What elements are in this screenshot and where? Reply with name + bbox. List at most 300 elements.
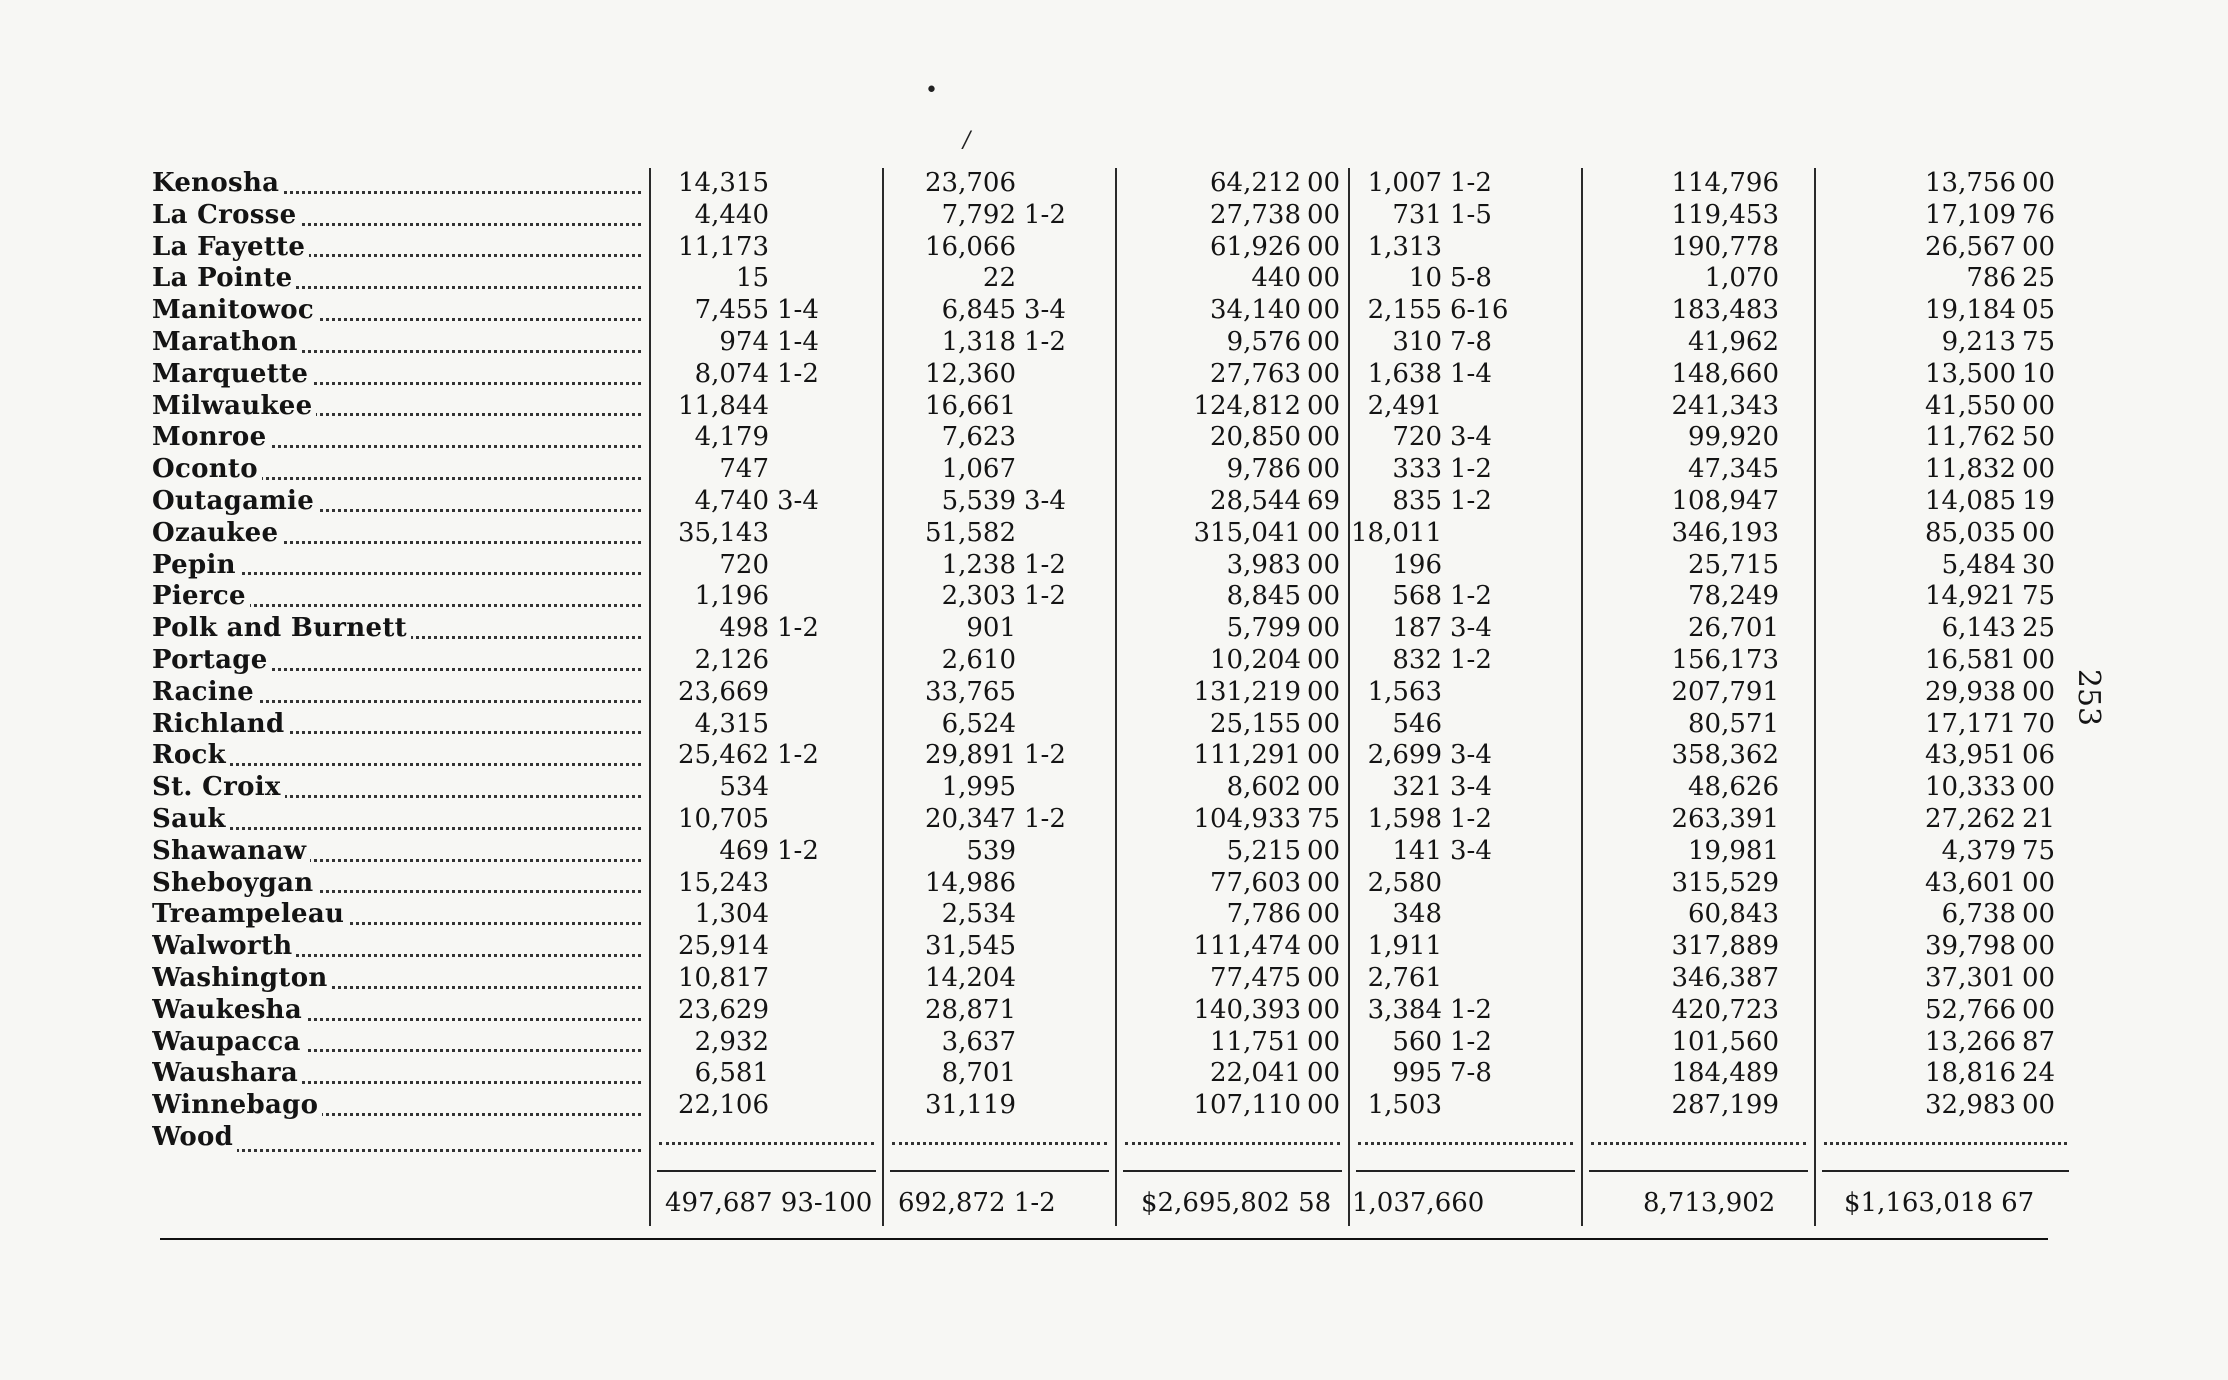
whole-part: 26,701	[1688, 613, 1779, 644]
whole-part: 3,384	[1367, 994, 1442, 1025]
whole-part: 77,603	[1210, 867, 1301, 898]
fraction-part: 50	[2022, 422, 2056, 453]
c5-value	[1583, 486, 1814, 518]
whole-part: 7,455	[694, 295, 769, 326]
c1-cell	[650, 931, 883, 963]
whole-part: 4,179	[694, 422, 769, 453]
c5-cell	[1582, 550, 1815, 582]
c3-cell	[1116, 995, 1349, 1027]
fraction-part: 00	[2022, 231, 2056, 262]
whole-part: 39,798	[1925, 931, 2016, 962]
c6-rule-cell	[1815, 1158, 2075, 1180]
table-row	[152, 518, 2075, 550]
whole-part: 29,938	[1925, 676, 2016, 707]
c4-value	[1350, 677, 1581, 709]
c1-cell	[650, 1058, 883, 1090]
fraction-part: 00	[1307, 326, 1341, 357]
fraction-part: 1-2	[777, 613, 819, 644]
whole-part: 85,035	[1925, 517, 2016, 548]
c3-cell	[1116, 677, 1349, 709]
c4-value	[1350, 454, 1581, 486]
whole-part: 4,315	[694, 708, 769, 739]
whole-part: 6,738	[1941, 899, 2016, 930]
c5-value	[1583, 232, 1814, 264]
whole-part: 317,889	[1671, 931, 1779, 962]
county-name-cell	[152, 709, 650, 741]
c6-value	[1816, 422, 2075, 454]
table-row	[152, 327, 2075, 359]
c1-cell	[650, 709, 883, 741]
whole-part: 80,571	[1688, 708, 1779, 739]
c4-cell	[1349, 995, 1582, 1027]
c6-cell	[1815, 391, 2075, 423]
fraction-part: 76	[2022, 199, 2056, 230]
c1-value	[651, 200, 882, 232]
whole-part: 7,792	[941, 199, 1016, 230]
whole-part: 12,360	[925, 358, 1016, 389]
whole-part: 23,669	[678, 676, 769, 707]
county-name: Sheboygan	[152, 868, 317, 898]
whole-part: 25,155	[1210, 708, 1301, 739]
fraction-part: 00	[1307, 295, 1341, 326]
c3-cell	[1116, 836, 1349, 868]
c5-value	[1583, 359, 1814, 391]
fraction-part: 75	[2022, 581, 2056, 612]
whole-part: 10,705	[678, 803, 769, 834]
whole-part: 41,962	[1688, 326, 1779, 357]
c5-cell	[1582, 581, 1815, 613]
table-row	[152, 454, 2075, 486]
whole-part: 28,544	[1210, 485, 1301, 516]
county-name-cell	[152, 454, 650, 486]
whole-part: 10,333	[1925, 772, 2016, 803]
county-name: Waushara	[152, 1058, 302, 1088]
c1-value	[651, 391, 882, 423]
county-name: Racine	[152, 677, 258, 707]
whole-part: 140,393	[1193, 994, 1301, 1025]
whole-part: 22,041	[1210, 1058, 1301, 1089]
whole-part: 27,738	[1210, 199, 1301, 230]
c6-value	[1816, 1027, 2075, 1059]
c5-value	[1583, 391, 1814, 423]
whole-part: 52,766	[1925, 994, 2016, 1025]
table-row	[152, 486, 2075, 518]
c6-cell	[1815, 550, 2075, 582]
c3-cell	[1116, 1090, 1349, 1122]
c2-cell	[883, 804, 1116, 836]
whole-part: 17,171	[1925, 708, 2016, 739]
c5-cell	[1582, 263, 1815, 295]
table-row	[152, 677, 2075, 709]
c6-value	[1816, 327, 2075, 359]
c6-value	[1816, 804, 2075, 836]
c3-total-cell	[1116, 1180, 1349, 1226]
whole-part: 568	[1392, 581, 1442, 612]
c5-cell	[1582, 359, 1815, 391]
c5-dotted-cell	[1582, 1122, 1815, 1158]
c5-cell	[1582, 804, 1815, 836]
c5-value	[1583, 868, 1814, 900]
whole-part: 5,799	[1226, 613, 1301, 644]
c4-value	[1350, 1090, 1581, 1122]
county-name: Polk and Burnett	[152, 613, 411, 643]
c1-value	[651, 613, 882, 645]
whole-part: 184,489	[1671, 1058, 1779, 1089]
c4-cell	[1349, 1058, 1582, 1090]
c3-value	[1117, 200, 1348, 232]
c4-value	[1350, 1027, 1581, 1059]
c2-cell	[883, 327, 1116, 359]
c4-value	[1350, 868, 1581, 900]
table-row	[152, 200, 2075, 232]
table-row	[152, 422, 2075, 454]
c1-value	[651, 168, 882, 200]
county-name: Wood	[152, 1122, 237, 1152]
c6-cell	[1815, 677, 2075, 709]
fraction-part: 21	[2022, 803, 2056, 834]
total-value: $1,163,018 67	[1844, 1187, 2035, 1218]
c1-value	[651, 1027, 882, 1059]
fraction-part: 00	[1307, 867, 1341, 898]
whole-part: 131,219	[1193, 676, 1301, 707]
whole-part: 11,751	[1210, 1026, 1301, 1057]
fraction-part: 00	[2022, 1090, 2056, 1121]
c3-cell	[1116, 263, 1349, 295]
c6-cell	[1815, 1058, 2075, 1090]
c4-cell	[1349, 422, 1582, 454]
whole-part: 148,660	[1671, 358, 1779, 389]
c5-total-cell	[1582, 1180, 1815, 1226]
c3-cell	[1116, 1027, 1349, 1059]
sum-rule	[1123, 1170, 1342, 1172]
c4-value	[1350, 581, 1581, 613]
whole-part: 287,199	[1671, 1090, 1779, 1121]
fraction-part: 1-2	[1024, 803, 1066, 834]
c4-cell	[1349, 772, 1582, 804]
spacer-cell	[152, 1158, 650, 1180]
county-name: Shawanaw	[152, 836, 310, 866]
c6-cell	[1815, 740, 2075, 772]
fraction-part: 00	[2022, 168, 2056, 198]
c1-value	[651, 359, 882, 391]
c4-value	[1350, 263, 1581, 295]
whole-part: 107,110	[1193, 1090, 1301, 1121]
fraction-part: 00	[2022, 454, 2056, 485]
c1-cell	[650, 804, 883, 836]
whole-part: 13,756	[1925, 168, 2016, 198]
c3-value	[1117, 422, 1348, 454]
whole-part: 18,816	[1925, 1058, 2016, 1089]
county-name: Milwaukee	[152, 391, 316, 421]
c4-cell	[1349, 200, 1582, 232]
fraction-part: 1-4	[777, 326, 819, 357]
whole-part: 48,626	[1688, 772, 1779, 803]
c2-dotted-cell	[883, 1122, 1116, 1158]
fraction-part: 1-2	[1450, 581, 1492, 612]
whole-part: 18,011	[1351, 517, 1442, 548]
c3-value	[1117, 677, 1348, 709]
whole-part: 183,483	[1671, 295, 1779, 326]
c4-cell	[1349, 677, 1582, 709]
county-name-cell	[152, 581, 650, 613]
c6-cell	[1815, 1027, 2075, 1059]
whole-part: 9,786	[1226, 454, 1301, 485]
whole-part: 731	[1392, 199, 1442, 230]
whole-part: 25,462	[678, 740, 769, 771]
c6-value	[1816, 232, 2075, 264]
c6-value	[1816, 168, 2075, 200]
fraction-part: 00	[2022, 644, 2056, 675]
c6-value	[1816, 772, 2075, 804]
c1-value	[651, 454, 882, 486]
spacer-cell	[152, 1180, 650, 1226]
c6-total-cell	[1815, 1180, 2075, 1226]
c3-cell	[1116, 232, 1349, 264]
c1-value	[651, 931, 882, 963]
c3-rule-cell	[1116, 1158, 1349, 1180]
whole-part: 346,387	[1671, 962, 1779, 993]
whole-part: 5,215	[1226, 835, 1301, 866]
c6-cell	[1815, 327, 2075, 359]
c1-cell	[650, 740, 883, 772]
whole-part: 901	[966, 613, 1016, 644]
c5-cell	[1582, 963, 1815, 995]
county-name: La Crosse	[152, 200, 300, 230]
c6-cell	[1815, 709, 2075, 741]
whole-part: 1,911	[1367, 931, 1442, 962]
total-value: 692,872 1-2	[898, 1187, 1056, 1218]
table-row	[152, 1090, 2075, 1122]
c5-cell	[1582, 486, 1815, 518]
c6-value	[1816, 740, 2075, 772]
whole-part: 22	[982, 263, 1016, 294]
c6-value	[1816, 550, 2075, 582]
county-name: Pierce	[152, 581, 250, 611]
county-name-cell	[152, 1058, 650, 1090]
fraction-part: 00	[2022, 517, 2056, 548]
c2-cell	[883, 1027, 1116, 1059]
c2-value	[884, 295, 1115, 327]
whole-part: 315,041	[1193, 517, 1301, 548]
c5-value	[1583, 1058, 1814, 1090]
c2-total-cell	[883, 1180, 1116, 1226]
county-name: Marathon	[152, 327, 302, 357]
c3-value	[1117, 963, 1348, 995]
c6-value	[1816, 995, 2075, 1027]
c5-value	[1583, 168, 1814, 200]
whole-part: 2,491	[1367, 390, 1442, 421]
c6-cell	[1815, 836, 2075, 868]
c5-cell	[1582, 391, 1815, 423]
whole-part: 10,817	[678, 962, 769, 993]
c6-cell	[1815, 232, 2075, 264]
whole-part: 11,173	[678, 231, 769, 262]
c5-value	[1583, 931, 1814, 963]
whole-part: 35,143	[678, 517, 769, 548]
c5-cell	[1582, 232, 1815, 264]
table-row	[152, 232, 2075, 264]
c4-cell	[1349, 740, 1582, 772]
fraction-part: 1-2	[1450, 168, 1492, 198]
c5-cell	[1582, 518, 1815, 550]
whole-part: 2,610	[941, 644, 1016, 675]
c3-value	[1117, 359, 1348, 391]
c6-value	[1816, 677, 2075, 709]
c2-cell	[883, 677, 1116, 709]
c2-cell	[883, 645, 1116, 677]
fraction-part: 3-4	[1024, 485, 1066, 516]
c3-value	[1117, 899, 1348, 931]
c4-cell	[1349, 295, 1582, 327]
whole-part: 4,379	[1941, 835, 2016, 866]
table-row	[152, 359, 2075, 391]
c5-value	[1583, 836, 1814, 868]
c1-value	[651, 645, 882, 677]
county-name-cell	[152, 263, 650, 295]
c5-cell	[1582, 772, 1815, 804]
c4-value	[1350, 359, 1581, 391]
fraction-part: 00	[1307, 676, 1341, 707]
c2-cell	[883, 1090, 1116, 1122]
county-name-cell	[152, 168, 650, 200]
county-name-cell	[152, 772, 650, 804]
c5-cell	[1582, 836, 1815, 868]
whole-part: 27,262	[1925, 803, 2016, 834]
whole-part: 1,318	[941, 326, 1016, 357]
c5-value	[1583, 899, 1814, 931]
fraction-part: 7-8	[1450, 1058, 1492, 1089]
c1-cell	[650, 327, 883, 359]
c2-value	[884, 836, 1115, 868]
c3-cell	[1116, 931, 1349, 963]
c6-value	[1816, 836, 2075, 868]
c3-value	[1117, 740, 1348, 772]
c4-cell	[1349, 1090, 1582, 1122]
table-row	[152, 963, 2075, 995]
fraction-part: 1-4	[1450, 358, 1492, 389]
c4-rule-cell	[1349, 1158, 1582, 1180]
c2-value	[884, 677, 1115, 709]
whole-part: 32,983	[1925, 1090, 2016, 1121]
fraction-part: 1-2	[777, 358, 819, 389]
fraction-part: 00	[1307, 231, 1341, 262]
whole-part: 747	[719, 454, 769, 485]
c3-cell	[1116, 740, 1349, 772]
fraction-part: 69	[1307, 485, 1341, 516]
c2-cell	[883, 486, 1116, 518]
c4-cell	[1349, 232, 1582, 264]
c6-cell	[1815, 200, 2075, 232]
c1-cell	[650, 422, 883, 454]
c1-cell	[650, 899, 883, 931]
county-name-cell	[152, 804, 650, 836]
fraction-part: 24	[2022, 1058, 2056, 1089]
c2-cell	[883, 836, 1116, 868]
c6-value	[1816, 645, 2075, 677]
c5-cell	[1582, 899, 1815, 931]
c2-cell	[883, 772, 1116, 804]
fraction-part: 00	[1307, 613, 1341, 644]
c2-cell	[883, 613, 1116, 645]
whole-part: 835	[1392, 485, 1442, 516]
c4-cell	[1349, 550, 1582, 582]
county-name-cell	[152, 518, 650, 550]
whole-part: 786	[1966, 263, 2016, 294]
c3-value	[1117, 263, 1348, 295]
fraction-part: 25	[2022, 613, 2056, 644]
whole-part: 47,345	[1688, 454, 1779, 485]
c2-cell	[883, 581, 1116, 613]
c4-value	[1350, 931, 1581, 963]
table-bottom-rule	[160, 1238, 2048, 1240]
c4-cell	[1349, 645, 1582, 677]
whole-part: 2,534	[941, 899, 1016, 930]
c6-cell	[1815, 263, 2075, 295]
fraction-part: 00	[1307, 835, 1341, 866]
whole-part: 187	[1392, 613, 1442, 644]
c1-value	[651, 581, 882, 613]
fraction-part: 3-4	[1450, 613, 1492, 644]
c1-value	[651, 772, 882, 804]
fraction-part: 00	[1307, 454, 1341, 485]
whole-part: 346,193	[1671, 517, 1779, 548]
c2-cell	[883, 168, 1116, 200]
c5-cell	[1582, 868, 1815, 900]
fraction-part: 00	[1307, 390, 1341, 421]
whole-part: 2,126	[694, 644, 769, 675]
table-row	[152, 709, 2075, 741]
whole-part: 13,266	[1925, 1026, 2016, 1057]
c2-rule-cell	[883, 1158, 1116, 1180]
whole-part: 99,920	[1688, 422, 1779, 453]
fraction-part: 00	[2022, 867, 2056, 898]
whole-part: 310	[1392, 326, 1442, 357]
county-name-cell	[152, 1122, 650, 1158]
table-row	[152, 1027, 2075, 1059]
fraction-part: 1-2	[1450, 994, 1492, 1025]
c3-value	[1117, 804, 1348, 836]
county-name-cell	[152, 232, 650, 264]
fraction-part: 00	[2022, 994, 2056, 1025]
fraction-part: 25	[2022, 263, 2056, 294]
c4-value	[1350, 963, 1581, 995]
dotted-placeholder	[659, 1136, 874, 1145]
c6-value	[1816, 200, 2075, 232]
total-value: 1,037,660	[1352, 1187, 1485, 1218]
c5-cell	[1582, 295, 1815, 327]
c6-cell	[1815, 359, 2075, 391]
c1-value	[651, 899, 882, 931]
c4-cell	[1349, 168, 1582, 200]
county-name-cell	[152, 391, 650, 423]
whole-part: 16,581	[1925, 644, 2016, 675]
c1-cell	[650, 486, 883, 518]
c4-value	[1350, 518, 1581, 550]
c1-cell	[650, 995, 883, 1027]
whole-part: 2,699	[1367, 740, 1442, 771]
whole-part: 2,761	[1367, 962, 1442, 993]
county-name-cell	[152, 295, 650, 327]
whole-part: 3,983	[1226, 549, 1301, 580]
whole-part: 720	[1392, 422, 1442, 453]
c4-cell	[1349, 868, 1582, 900]
fraction-part: 00	[1307, 740, 1341, 771]
whole-part: 1,070	[1704, 263, 1779, 294]
fraction-part: 1-4	[777, 295, 819, 326]
c1-cell	[650, 1090, 883, 1122]
whole-part: 14,986	[925, 867, 1016, 898]
county-name-cell	[152, 613, 650, 645]
